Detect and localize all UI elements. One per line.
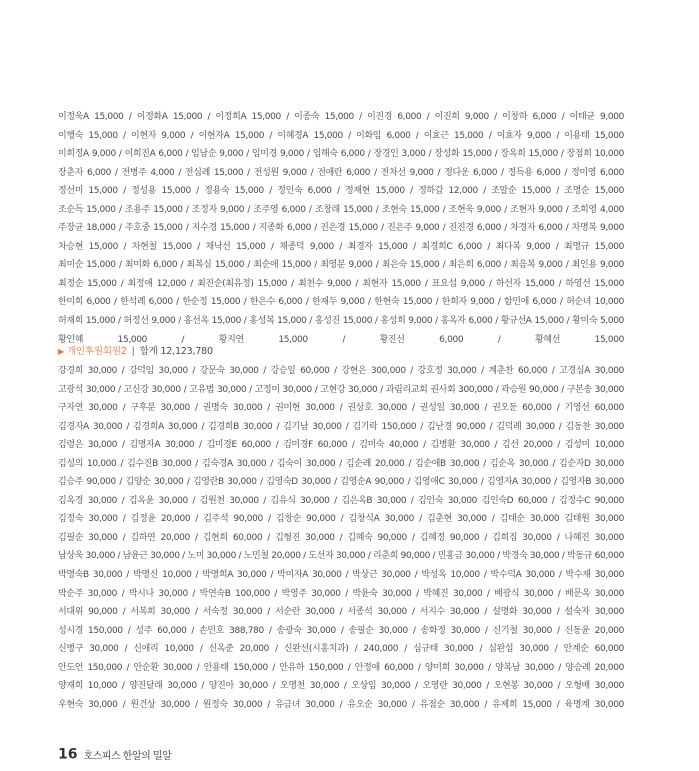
- section-total: 합계 12,123,780: [139, 346, 213, 357]
- donor-line: 강경희 30,000 / 강덕임 30,000 / 강문숙 30,000 / 강승일 60,000 / 강현은 300,000 / 강호정 30,000 / 계춘찬 60,000 / 고경심A 30,000: [58, 366, 624, 376]
- page-footer: [58, 744, 171, 763]
- donor-line: 김승주 90,000 / 김양순 30,000 / 김영란B 30,000 / 김영숙D 30,000 / 김영순A 90,000 / 김영애C 30,000 / 김영자A 30,000 / 김영자B 30,000: [58, 477, 624, 488]
- section-title: 개인후원회원2: [66, 346, 127, 357]
- donor-line: 한미희 6,000 / 한석례 6,000 / 한순정 15,000 / 한은수 6,000 / 한재두 9,000 / 한현숙 15,000 / 한희자 9,000 / 함민애 6,000 / 허순녀 10,000: [58, 297, 624, 308]
- donor-line: 서대위 90,000 / 서복희 30,000 / 서숙정 30,000 / 서순란 30,000 / 서종석 30,000 / 서지수 30,000 / 설명화 30,000 / 설숙자 30,000: [58, 607, 624, 618]
- donor-line: 장춘자 6,000 / 전병주 4,000 / 전심례 15,000 / 전성원 9,000 / 전애란 6,000 / 전차선 9,000 / 정다운 6,000 / 정득용 6,000 / 정미영 6,000: [58, 167, 624, 178]
- donor-line: 차승현 15,000 / 차현철 15,000 / 채낙선 15,000 / 채종덕 9,000 / 최경자 15,000 / 최경희C 6,000 / 최다복 9,000 / 최명규 15,000: [58, 241, 624, 252]
- donor-line: 정선미 15,000 / 정성용 15,000 / 정용숙 15,000 / 정인숙 6,000 / 정재현 15,000 / 정하갑 12,000 / 조말순 15,000 / 조명순 15,000: [58, 186, 624, 197]
- donor-line: 김옥경 30,000 / 김옥윤 30,000 / 김원천 30,000 / 김유식 30,000 / 김은옥B 30,000 / 김인숙 30,000 김인숙D 60,000 / 김정수C 90,000: [58, 495, 624, 506]
- donor-line: 안도언 150,000 / 안순환 30,000 / 안용태 150,000 / 안유하 150,000 / 안정애 60,000 / 양미희 30,000 / 양복남 30,000 / 양승례 20,000: [58, 662, 624, 673]
- triangle-bullet-icon: ▶: [58, 347, 64, 356]
- donor-line: 박순주 30,000 / 박시나 30,000 / 박연숙B 100,000 / 박영주 30,000 / 박윤숙 30,000 / 박혜진 30,000 / 배광식 30,000 / 배문옥 30,000: [58, 588, 624, 599]
- donor-line: 김경자A 30,000 / 김경희A 30,000 / 김경희B 30,000 / 김기남 30,000 / 김기락 150,000 / 김난경 90,000 / 김덕례 30,000 / 김동찬 30,000: [58, 421, 624, 432]
- donor-line: 김령은 30,000 / 김명자A 30,000 / 김미경E 60,000 / 김미경F 60,000 / 김미숙 40,000 / 김병환 30,000 / 김선 20,000 / 김성미 10,000: [58, 440, 624, 451]
- donor-line: 김정숙 30,000 / 김정윤 20,000 / 김주석 90,000 / 김창순 90,000 / 김창식A 30,000 / 김춘현 30,000 / 김태순 30,000 김태원 30,000: [58, 514, 624, 525]
- donor-line: 황인혜 15,000 / 황지연 15,000 / 황진선 6,000 / 황혜선 15,000: [58, 334, 624, 345]
- section-header: [58, 343, 213, 357]
- donor-line: 허재희 15,000 / 허정선 9,000 / 홍선옥 15,000 / 홍성복 15,000 / 홍성진 15,000 / 홍성희 9,000 / 홍옥자 6,000 / 황규선A 15,000 / 황미숙 5,000: [58, 316, 624, 327]
- donor-line: 최미순 15,000 / 최미화 6,000 / 최복심 15,000 / 최순애 15,000 / 최영분 9,000 / 최은숙 15,000 / 최은희 6,000 / 최음복 9,000 / 최인용 9,000: [58, 260, 624, 271]
- page-number: 16: [58, 746, 78, 763]
- donor-line: 최정순 15,000 / 최정애 12,000 / 최진순(최유정) 15,000 / 최천수 9,000 / 최현자 15,000 / 표요섭 9,000 / 하선자 15,000 / 하영선 15,000: [58, 278, 624, 289]
- donor-line: 성시경 150,000 / 성주 60,000 / 손민호 388,780 / 송광숙 30,000 / 송필순 30,000 / 송화정 30,000 / 신기철 30,000 / 신동윤 20,000: [58, 625, 624, 636]
- donor-list-block-2: [58, 362, 624, 714]
- donor-line: 구자연 30,000 / 구후분 30,000 / 권명숙 30,000 / 권미현 30,000 / 권상호 30,000 / 권성일 30,000 / 권오둔 60,000 / 기영선 60,000: [58, 403, 624, 414]
- donor-line: 양재희 10,000 / 양진달래 30,000 / 양진아 30,000 / 오명천 30,000 / 오상임 30,000 / 오영란 30,000 / 오현봉 30,000 / 오형배 30,000: [58, 681, 624, 692]
- magazine-title: 호스피스 한알의 밀알: [83, 751, 172, 762]
- donor-line: 이희정A 9,000 / 이희진A 6,000 / 임남순 9,000 / 임미경 9,000 / 임해숙 6,000 / 장경인 3,000 / 장성화 15,000 / 장옥희 15,000 / 장점희 10,000: [58, 149, 624, 160]
- donor-line: 조순득 15,000 / 조용주 15,000 / 조정자 9,000 / 조주영 6,000 / 조창래 15,000 / 조현숙 15,000 / 조현욱 9,000 / 조현자 9,000 / 조희영 4,000: [58, 204, 624, 215]
- donor-line: 이정욱A 15,000 / 이정화A 15,000 / 이정희A 15,000 / 이종숙 15,000 / 이진경 6,000 / 이진희 9,000 / 이창하 6,000 / 이태균 9,000: [58, 112, 624, 122]
- donor-line: 신병구 30,000 / 신애리 10,000 / 신옥준 20,000 / 신완선(시흥치과) / 240,000 / 심규태 30,000 / 심완섭 30,000 / 안계순 60,000: [58, 644, 624, 655]
- donor-list-block-1: [58, 108, 624, 349]
- donor-line: 김필순 30,000 / 김하연 20,000 / 김현희 60,000 / 김형진 30,000 / 김혜숙 90,000 / 김혜정 90,000 / 김희집 30,000 / 나혜진 30,000: [58, 532, 624, 543]
- donor-line: 박명숙B 30,000 / 박명신 10,000 / 박명희A 30,000 / 박미자A 30,000 / 박상근 30,000 / 박성옥 10,000 / 박수덕A 30,000 / 박수재 30,000: [58, 570, 624, 581]
- donor-line: 고광석 30,000 / 고신강 30,000 / 고유범 30,000 / 고정미 30,000 / 고현강 30,000 / 과림리교회 권사회 300,000 / 곽승원 90,000 / 구본송 30,000: [58, 384, 624, 395]
- donor-line: 남상욱 30,000 / 남윤근 30,000 / 노미 30,000 / 노민철 20,000 / 도선자 30,000 / 리춘희 90,000 / 민홍금 30,000 / 박경숙 30,000 / 박동규 60,000: [58, 551, 624, 562]
- section-separator: |: [131, 346, 135, 357]
- donor-line: 주장균 18,000 / 주호중 15,000 / 지수경 15,000 / 지종화 6,000 / 진은경 15,000 / 진은주 9,000 / 진진경 6,000 / 차경자 6,000 / 차명복 9,000: [58, 223, 624, 234]
- donor-line: 이행숙 15,000 / 이현자 9,000 / 이현자A 15,000 / 이혜경A 15,000 / 이화임 6,000 / 이효근 15,000 / 이효자 9,000 / 이용태 15,000: [58, 130, 624, 141]
- donor-line: 우현숙 30,000 / 원건상 30,000 / 원정숙 30,000 / 유금녀 30,000 / 유오순 30,000 / 유점순 30,000 / 유제희 15,000 / 육명계 30,000: [58, 699, 624, 710]
- donor-line: 김성의 10,000 / 김수진B 30,000 / 김숙경A 30,000 / 김숙이 30,000 / 김순례 20,000 / 김순애B 30,000 / 김순옥 30,000 / 김순자D 30,000: [58, 458, 624, 469]
